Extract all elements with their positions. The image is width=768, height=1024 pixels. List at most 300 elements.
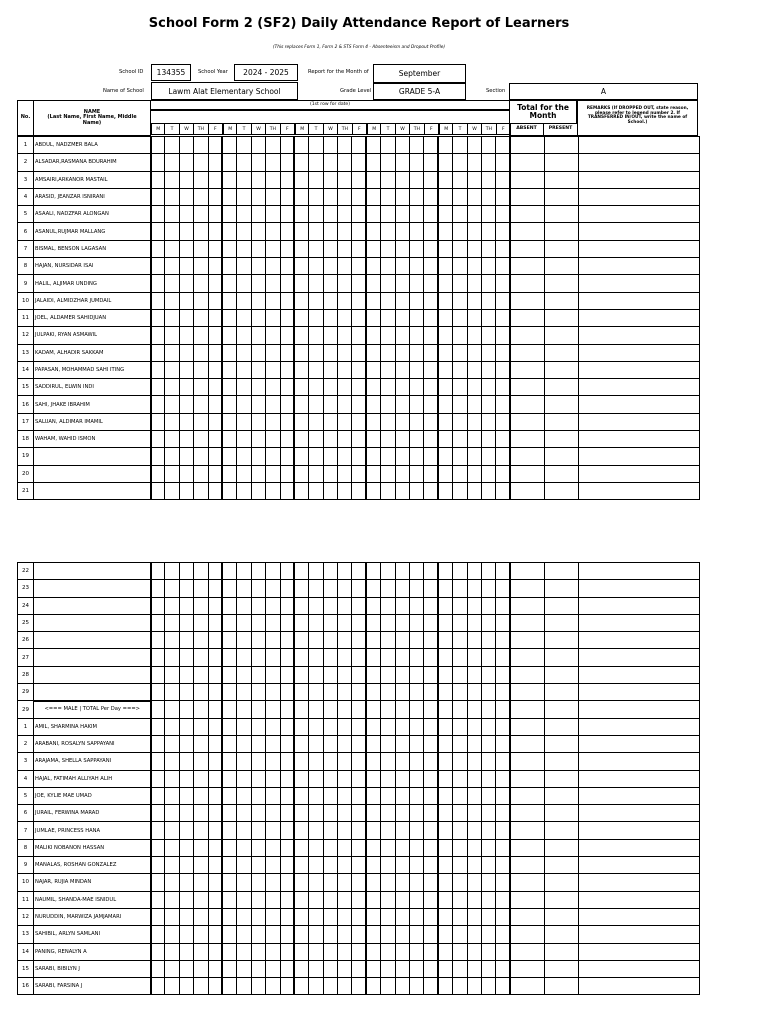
attendance-cell[interactable] bbox=[323, 137, 337, 154]
remarks-cell[interactable] bbox=[578, 137, 699, 154]
attendance-cell[interactable] bbox=[424, 482, 438, 499]
attendance-cell[interactable] bbox=[323, 632, 337, 649]
attendance-cell[interactable] bbox=[194, 857, 208, 874]
attendance-cell[interactable] bbox=[151, 822, 165, 839]
attendance-cell[interactable] bbox=[467, 822, 481, 839]
attendance-cell[interactable] bbox=[338, 171, 352, 188]
attendance-cell[interactable] bbox=[438, 275, 452, 292]
attendance-cell[interactable] bbox=[424, 327, 438, 344]
attendance-cell[interactable] bbox=[438, 482, 452, 499]
attendance-cell[interactable] bbox=[366, 327, 380, 344]
attendance-cell[interactable] bbox=[266, 701, 280, 718]
attendance-cell[interactable] bbox=[323, 223, 337, 240]
attendance-cell[interactable] bbox=[496, 684, 510, 701]
attendance-cell[interactable] bbox=[395, 753, 409, 770]
attendance-cell[interactable] bbox=[481, 482, 495, 499]
attendance-cell[interactable] bbox=[280, 171, 294, 188]
attendance-cell[interactable] bbox=[208, 787, 222, 804]
present-cell[interactable] bbox=[544, 448, 578, 465]
attendance-cell[interactable] bbox=[208, 839, 222, 856]
absent-cell[interactable] bbox=[510, 563, 544, 580]
attendance-cell[interactable] bbox=[453, 632, 467, 649]
present-cell[interactable] bbox=[544, 805, 578, 822]
attendance-cell[interactable] bbox=[496, 465, 510, 482]
present-cell[interactable] bbox=[544, 258, 578, 275]
attendance-cell[interactable] bbox=[481, 361, 495, 378]
attendance-cell[interactable] bbox=[208, 482, 222, 499]
attendance-cell[interactable] bbox=[481, 188, 495, 205]
attendance-cell[interactable] bbox=[222, 188, 236, 205]
attendance-cell[interactable] bbox=[208, 978, 222, 995]
attendance-cell[interactable] bbox=[338, 874, 352, 891]
attendance-cell[interactable] bbox=[366, 822, 380, 839]
attendance-cell[interactable] bbox=[338, 396, 352, 413]
attendance-cell[interactable] bbox=[309, 735, 323, 752]
attendance-cell[interactable] bbox=[438, 327, 452, 344]
attendance-cell[interactable] bbox=[194, 292, 208, 309]
attendance-cell[interactable] bbox=[424, 632, 438, 649]
attendance-cell[interactable] bbox=[496, 701, 510, 718]
attendance-cell[interactable] bbox=[294, 718, 308, 735]
absent-cell[interactable] bbox=[510, 327, 544, 344]
attendance-cell[interactable] bbox=[410, 465, 424, 482]
attendance-cell[interactable] bbox=[294, 874, 308, 891]
absent-cell[interactable] bbox=[510, 223, 544, 240]
attendance-cell[interactable] bbox=[481, 431, 495, 448]
attendance-cell[interactable] bbox=[208, 649, 222, 666]
attendance-cell[interactable] bbox=[323, 396, 337, 413]
attendance-cell[interactable] bbox=[294, 292, 308, 309]
remarks-cell[interactable] bbox=[578, 465, 699, 482]
attendance-cell[interactable] bbox=[165, 735, 179, 752]
remarks-cell[interactable] bbox=[578, 805, 699, 822]
attendance-cell[interactable] bbox=[294, 632, 308, 649]
attendance-cell[interactable] bbox=[309, 292, 323, 309]
absent-cell[interactable] bbox=[510, 396, 544, 413]
attendance-cell[interactable] bbox=[496, 223, 510, 240]
attendance-cell[interactable] bbox=[294, 327, 308, 344]
attendance-cell[interactable] bbox=[151, 413, 165, 430]
attendance-cell[interactable] bbox=[496, 614, 510, 631]
attendance-cell[interactable] bbox=[424, 396, 438, 413]
attendance-cell[interactable] bbox=[424, 649, 438, 666]
attendance-cell[interactable] bbox=[165, 684, 179, 701]
attendance-cell[interactable] bbox=[165, 344, 179, 361]
attendance-cell[interactable] bbox=[410, 943, 424, 960]
attendance-cell[interactable] bbox=[381, 943, 395, 960]
attendance-cell[interactable] bbox=[395, 137, 409, 154]
attendance-cell[interactable] bbox=[294, 223, 308, 240]
attendance-cell[interactable] bbox=[222, 839, 236, 856]
attendance-cell[interactable] bbox=[294, 206, 308, 223]
attendance-cell[interactable] bbox=[251, 292, 265, 309]
attendance-cell[interactable] bbox=[165, 206, 179, 223]
attendance-cell[interactable] bbox=[467, 735, 481, 752]
attendance-cell[interactable] bbox=[208, 874, 222, 891]
attendance-cell[interactable] bbox=[481, 632, 495, 649]
attendance-cell[interactable] bbox=[395, 597, 409, 614]
attendance-cell[interactable] bbox=[266, 735, 280, 752]
attendance-cell[interactable] bbox=[165, 753, 179, 770]
attendance-cell[interactable] bbox=[352, 188, 366, 205]
present-cell[interactable] bbox=[544, 361, 578, 378]
present-cell[interactable] bbox=[544, 614, 578, 631]
attendance-cell[interactable] bbox=[453, 597, 467, 614]
attendance-cell[interactable] bbox=[280, 240, 294, 257]
attendance-cell[interactable] bbox=[395, 580, 409, 597]
attendance-cell[interactable] bbox=[395, 171, 409, 188]
attendance-cell[interactable] bbox=[381, 735, 395, 752]
attendance-cell[interactable] bbox=[266, 787, 280, 804]
attendance-cell[interactable] bbox=[266, 188, 280, 205]
remarks-cell[interactable] bbox=[578, 943, 699, 960]
attendance-cell[interactable] bbox=[151, 787, 165, 804]
attendance-cell[interactable] bbox=[438, 943, 452, 960]
absent-cell[interactable] bbox=[510, 258, 544, 275]
attendance-cell[interactable] bbox=[266, 309, 280, 326]
attendance-cell[interactable] bbox=[266, 431, 280, 448]
attendance-cell[interactable] bbox=[438, 396, 452, 413]
attendance-cell[interactable] bbox=[410, 857, 424, 874]
attendance-cell[interactable] bbox=[352, 563, 366, 580]
attendance-cell[interactable] bbox=[467, 154, 481, 171]
attendance-cell[interactable] bbox=[309, 960, 323, 977]
attendance-cell[interactable] bbox=[381, 822, 395, 839]
attendance-cell[interactable] bbox=[496, 874, 510, 891]
attendance-cell[interactable] bbox=[438, 718, 452, 735]
attendance-cell[interactable] bbox=[179, 154, 193, 171]
attendance-cell[interactable] bbox=[237, 275, 251, 292]
attendance-cell[interactable] bbox=[251, 597, 265, 614]
remarks-cell[interactable] bbox=[578, 787, 699, 804]
attendance-cell[interactable] bbox=[410, 614, 424, 631]
attendance-cell[interactable] bbox=[208, 735, 222, 752]
attendance-cell[interactable] bbox=[481, 891, 495, 908]
attendance-cell[interactable] bbox=[237, 753, 251, 770]
present-cell[interactable] bbox=[544, 344, 578, 361]
attendance-cell[interactable] bbox=[151, 327, 165, 344]
absent-cell[interactable] bbox=[510, 908, 544, 925]
attendance-cell[interactable] bbox=[395, 614, 409, 631]
attendance-cell[interactable] bbox=[309, 978, 323, 995]
attendance-cell[interactable] bbox=[222, 666, 236, 683]
attendance-cell[interactable] bbox=[481, 396, 495, 413]
attendance-cell[interactable] bbox=[496, 448, 510, 465]
attendance-cell[interactable] bbox=[294, 344, 308, 361]
attendance-cell[interactable] bbox=[251, 137, 265, 154]
attendance-cell[interactable] bbox=[338, 753, 352, 770]
attendance-cell[interactable] bbox=[366, 753, 380, 770]
absent-cell[interactable] bbox=[510, 379, 544, 396]
attendance-cell[interactable] bbox=[251, 431, 265, 448]
remarks-cell[interactable] bbox=[578, 275, 699, 292]
attendance-cell[interactable] bbox=[323, 978, 337, 995]
attendance-cell[interactable] bbox=[395, 396, 409, 413]
attendance-cell[interactable] bbox=[194, 874, 208, 891]
attendance-cell[interactable] bbox=[222, 154, 236, 171]
attendance-cell[interactable] bbox=[338, 770, 352, 787]
attendance-cell[interactable] bbox=[467, 431, 481, 448]
attendance-cell[interactable] bbox=[280, 926, 294, 943]
attendance-cell[interactable] bbox=[266, 154, 280, 171]
attendance-cell[interactable] bbox=[410, 206, 424, 223]
attendance-cell[interactable] bbox=[366, 292, 380, 309]
attendance-cell[interactable] bbox=[467, 413, 481, 430]
attendance-cell[interactable] bbox=[481, 787, 495, 804]
attendance-cell[interactable] bbox=[309, 805, 323, 822]
attendance-cell[interactable] bbox=[338, 292, 352, 309]
attendance-cell[interactable] bbox=[467, 258, 481, 275]
attendance-cell[interactable] bbox=[179, 309, 193, 326]
attendance-cell[interactable] bbox=[309, 666, 323, 683]
attendance-cell[interactable] bbox=[467, 309, 481, 326]
attendance-cell[interactable] bbox=[179, 171, 193, 188]
remarks-cell[interactable] bbox=[578, 684, 699, 701]
remarks-cell[interactable] bbox=[578, 614, 699, 631]
attendance-cell[interactable] bbox=[194, 822, 208, 839]
attendance-cell[interactable] bbox=[453, 327, 467, 344]
attendance-cell[interactable] bbox=[280, 344, 294, 361]
attendance-cell[interactable] bbox=[194, 649, 208, 666]
attendance-cell[interactable] bbox=[309, 753, 323, 770]
attendance-cell[interactable] bbox=[309, 431, 323, 448]
attendance-cell[interactable] bbox=[222, 943, 236, 960]
absent-cell[interactable] bbox=[510, 361, 544, 378]
attendance-cell[interactable] bbox=[266, 649, 280, 666]
attendance-cell[interactable] bbox=[237, 137, 251, 154]
attendance-cell[interactable] bbox=[366, 857, 380, 874]
attendance-cell[interactable] bbox=[481, 718, 495, 735]
attendance-cell[interactable] bbox=[424, 188, 438, 205]
attendance-cell[interactable] bbox=[481, 735, 495, 752]
attendance-cell[interactable] bbox=[395, 649, 409, 666]
attendance-cell[interactable] bbox=[424, 344, 438, 361]
attendance-cell[interactable] bbox=[251, 718, 265, 735]
attendance-cell[interactable] bbox=[280, 563, 294, 580]
attendance-cell[interactable] bbox=[309, 188, 323, 205]
present-cell[interactable] bbox=[544, 292, 578, 309]
attendance-cell[interactable] bbox=[222, 978, 236, 995]
attendance-cell[interactable] bbox=[496, 908, 510, 925]
attendance-cell[interactable] bbox=[222, 891, 236, 908]
attendance-cell[interactable] bbox=[496, 787, 510, 804]
attendance-cell[interactable] bbox=[496, 344, 510, 361]
attendance-cell[interactable] bbox=[179, 874, 193, 891]
attendance-cell[interactable] bbox=[222, 718, 236, 735]
attendance-cell[interactable] bbox=[338, 718, 352, 735]
attendance-cell[interactable] bbox=[222, 701, 236, 718]
attendance-cell[interactable] bbox=[309, 908, 323, 925]
attendance-cell[interactable] bbox=[251, 666, 265, 683]
attendance-cell[interactable] bbox=[266, 361, 280, 378]
attendance-cell[interactable] bbox=[395, 839, 409, 856]
attendance-cell[interactable] bbox=[222, 822, 236, 839]
attendance-cell[interactable] bbox=[165, 580, 179, 597]
attendance-cell[interactable] bbox=[323, 171, 337, 188]
attendance-cell[interactable] bbox=[453, 718, 467, 735]
attendance-cell[interactable] bbox=[151, 448, 165, 465]
attendance-cell[interactable] bbox=[352, 787, 366, 804]
present-cell[interactable] bbox=[544, 960, 578, 977]
attendance-cell[interactable] bbox=[481, 327, 495, 344]
attendance-cell[interactable] bbox=[453, 171, 467, 188]
attendance-cell[interactable] bbox=[481, 580, 495, 597]
attendance-cell[interactable] bbox=[179, 292, 193, 309]
attendance-cell[interactable] bbox=[481, 926, 495, 943]
attendance-cell[interactable] bbox=[496, 735, 510, 752]
attendance-cell[interactable] bbox=[481, 649, 495, 666]
attendance-cell[interactable] bbox=[352, 960, 366, 977]
attendance-cell[interactable] bbox=[481, 908, 495, 925]
present-cell[interactable] bbox=[544, 413, 578, 430]
attendance-cell[interactable] bbox=[481, 448, 495, 465]
attendance-cell[interactable] bbox=[338, 839, 352, 856]
attendance-cell[interactable] bbox=[338, 978, 352, 995]
attendance-cell[interactable] bbox=[424, 448, 438, 465]
attendance-cell[interactable] bbox=[481, 344, 495, 361]
attendance-cell[interactable] bbox=[395, 563, 409, 580]
attendance-cell[interactable] bbox=[194, 361, 208, 378]
attendance-cell[interactable] bbox=[165, 649, 179, 666]
attendance-cell[interactable] bbox=[410, 413, 424, 430]
attendance-cell[interactable] bbox=[467, 223, 481, 240]
attendance-cell[interactable] bbox=[222, 857, 236, 874]
attendance-cell[interactable] bbox=[381, 718, 395, 735]
attendance-cell[interactable] bbox=[424, 787, 438, 804]
attendance-cell[interactable] bbox=[438, 787, 452, 804]
attendance-cell[interactable] bbox=[222, 926, 236, 943]
attendance-cell[interactable] bbox=[467, 632, 481, 649]
attendance-cell[interactable] bbox=[424, 684, 438, 701]
remarks-cell[interactable] bbox=[578, 361, 699, 378]
attendance-cell[interactable] bbox=[309, 448, 323, 465]
attendance-cell[interactable] bbox=[453, 482, 467, 499]
attendance-cell[interactable] bbox=[366, 563, 380, 580]
attendance-cell[interactable] bbox=[381, 344, 395, 361]
attendance-cell[interactable] bbox=[251, 857, 265, 874]
attendance-cell[interactable] bbox=[309, 874, 323, 891]
attendance-cell[interactable] bbox=[366, 361, 380, 378]
attendance-cell[interactable] bbox=[424, 874, 438, 891]
attendance-cell[interactable] bbox=[410, 735, 424, 752]
attendance-cell[interactable] bbox=[165, 379, 179, 396]
attendance-cell[interactable] bbox=[366, 448, 380, 465]
absent-cell[interactable] bbox=[510, 580, 544, 597]
attendance-cell[interactable] bbox=[309, 413, 323, 430]
attendance-cell[interactable] bbox=[237, 580, 251, 597]
attendance-cell[interactable] bbox=[395, 822, 409, 839]
remarks-cell[interactable] bbox=[578, 580, 699, 597]
attendance-cell[interactable] bbox=[151, 309, 165, 326]
attendance-cell[interactable] bbox=[338, 684, 352, 701]
attendance-cell[interactable] bbox=[179, 465, 193, 482]
present-cell[interactable] bbox=[544, 563, 578, 580]
attendance-cell[interactable] bbox=[424, 379, 438, 396]
attendance-cell[interactable] bbox=[323, 614, 337, 631]
present-cell[interactable] bbox=[544, 787, 578, 804]
attendance-cell[interactable] bbox=[280, 770, 294, 787]
attendance-cell[interactable] bbox=[453, 563, 467, 580]
attendance-cell[interactable] bbox=[453, 206, 467, 223]
attendance-cell[interactable] bbox=[280, 787, 294, 804]
attendance-cell[interactable] bbox=[352, 839, 366, 856]
attendance-cell[interactable] bbox=[381, 632, 395, 649]
attendance-cell[interactable] bbox=[453, 188, 467, 205]
attendance-cell[interactable] bbox=[481, 805, 495, 822]
attendance-cell[interactable] bbox=[151, 563, 165, 580]
attendance-cell[interactable] bbox=[251, 188, 265, 205]
attendance-cell[interactable] bbox=[309, 926, 323, 943]
attendance-cell[interactable] bbox=[410, 597, 424, 614]
attendance-cell[interactable] bbox=[194, 908, 208, 925]
attendance-cell[interactable] bbox=[294, 770, 308, 787]
attendance-cell[interactable] bbox=[352, 684, 366, 701]
attendance-cell[interactable] bbox=[438, 292, 452, 309]
attendance-cell[interactable] bbox=[467, 563, 481, 580]
attendance-cell[interactable] bbox=[410, 482, 424, 499]
attendance-cell[interactable] bbox=[165, 839, 179, 856]
attendance-cell[interactable] bbox=[323, 188, 337, 205]
attendance-cell[interactable] bbox=[266, 614, 280, 631]
attendance-cell[interactable] bbox=[179, 718, 193, 735]
attendance-cell[interactable] bbox=[438, 580, 452, 597]
attendance-cell[interactable] bbox=[453, 822, 467, 839]
attendance-cell[interactable] bbox=[294, 787, 308, 804]
attendance-cell[interactable] bbox=[338, 943, 352, 960]
attendance-cell[interactable] bbox=[496, 413, 510, 430]
attendance-cell[interactable] bbox=[438, 839, 452, 856]
remarks-cell[interactable] bbox=[578, 171, 699, 188]
attendance-cell[interactable] bbox=[208, 701, 222, 718]
attendance-cell[interactable] bbox=[222, 632, 236, 649]
attendance-cell[interactable] bbox=[179, 597, 193, 614]
attendance-cell[interactable] bbox=[294, 960, 308, 977]
present-cell[interactable] bbox=[544, 597, 578, 614]
attendance-cell[interactable] bbox=[266, 857, 280, 874]
attendance-cell[interactable] bbox=[352, 649, 366, 666]
attendance-cell[interactable] bbox=[165, 857, 179, 874]
remarks-cell[interactable] bbox=[578, 292, 699, 309]
attendance-cell[interactable] bbox=[453, 258, 467, 275]
attendance-cell[interactable] bbox=[237, 171, 251, 188]
attendance-cell[interactable] bbox=[165, 943, 179, 960]
attendance-cell[interactable] bbox=[410, 926, 424, 943]
attendance-cell[interactable] bbox=[381, 580, 395, 597]
attendance-cell[interactable] bbox=[366, 805, 380, 822]
attendance-cell[interactable] bbox=[338, 413, 352, 430]
remarks-cell[interactable] bbox=[578, 396, 699, 413]
attendance-cell[interactable] bbox=[179, 943, 193, 960]
attendance-cell[interactable] bbox=[410, 580, 424, 597]
attendance-cell[interactable] bbox=[352, 137, 366, 154]
attendance-cell[interactable] bbox=[438, 448, 452, 465]
attendance-cell[interactable] bbox=[280, 396, 294, 413]
attendance-cell[interactable] bbox=[222, 240, 236, 257]
attendance-cell[interactable] bbox=[496, 258, 510, 275]
attendance-cell[interactable] bbox=[309, 482, 323, 499]
attendance-cell[interactable] bbox=[352, 413, 366, 430]
attendance-cell[interactable] bbox=[251, 787, 265, 804]
attendance-cell[interactable] bbox=[352, 822, 366, 839]
attendance-cell[interactable] bbox=[496, 597, 510, 614]
attendance-cell[interactable] bbox=[424, 805, 438, 822]
attendance-cell[interactable] bbox=[165, 171, 179, 188]
attendance-cell[interactable] bbox=[481, 857, 495, 874]
attendance-cell[interactable] bbox=[481, 614, 495, 631]
present-cell[interactable] bbox=[544, 396, 578, 413]
attendance-cell[interactable] bbox=[266, 770, 280, 787]
attendance-cell[interactable] bbox=[266, 926, 280, 943]
